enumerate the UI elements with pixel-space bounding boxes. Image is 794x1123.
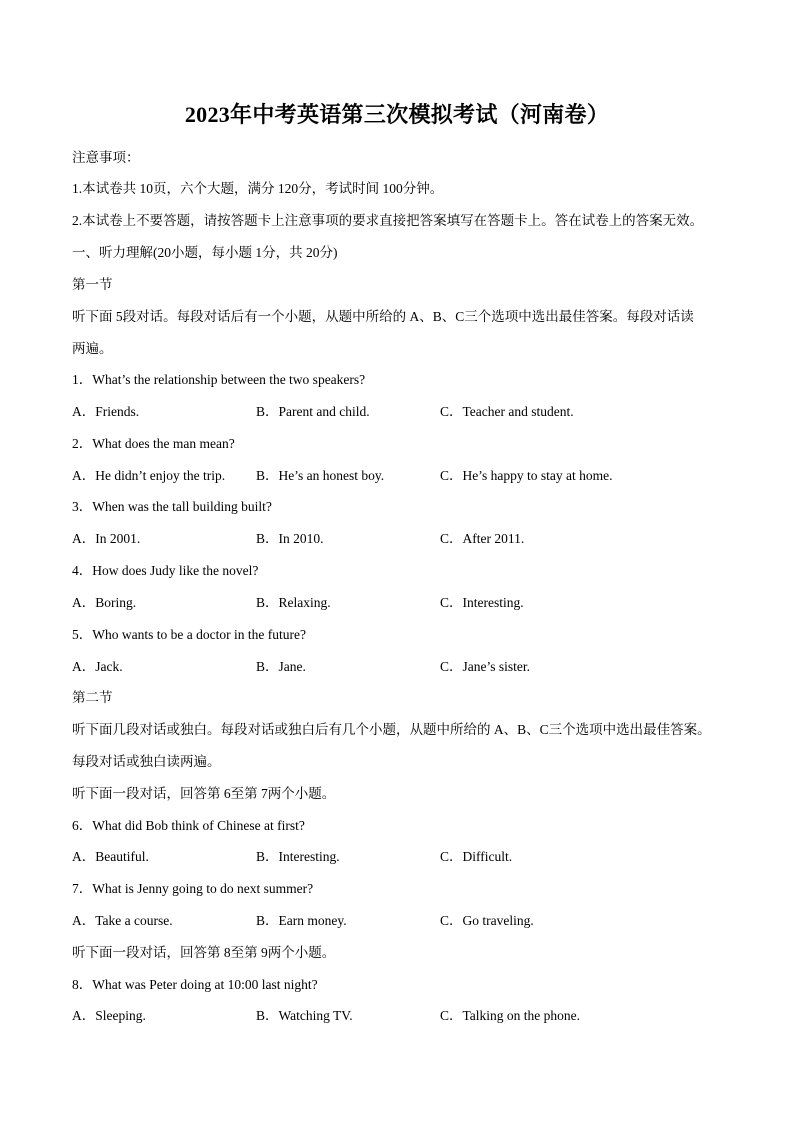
option-a: A．Boring. [72,595,137,610]
question-stem: 6．What did Bob think of Chinese at first? [72,818,305,833]
option-b: B．Interesting. [256,849,340,864]
option-a: A．Take a course. [72,913,173,928]
question-stem: 7．What is Jenny going to do next summer? [72,881,314,896]
question-stem: 5．Who wants to be a doctor in the future? [72,627,306,642]
option-a: A．In 2001. [72,531,141,546]
option-b: B．Jane. [256,659,306,674]
option-c: C．Interesting. [440,595,524,610]
option-b: B．Earn money. [256,913,347,928]
question-stem: 1．What’s the relationship between the two speakers? [72,372,366,387]
part-label: 第一节 [72,277,113,292]
group-instruction: 听下面一段对话，回答第 6至第 7两个小题。 [72,786,336,801]
option-c: C．Difficult. [440,849,513,864]
question-stem: 2．What does the man mean? [72,436,235,451]
option-c: C．Jane’s sister. [440,659,530,674]
option-a: A．Friends. [72,404,140,419]
option-c: C．After 2011. [440,531,525,546]
notice-item: 2.本试卷上不要答题，请按答题卡上注意事项的要求直接把答案填写在答题卡上。答在试卷上的答案无效。 [72,213,704,228]
notice-heading: 注意事项： [72,150,140,165]
part-instruction: 两遍。 [72,341,113,356]
question-stem: 4．How does Judy like the novel? [72,563,259,578]
page-title: 2023年中考英语第三次模拟考试（河南卷） [184,102,610,127]
option-a: A．Jack. [72,659,123,674]
question-stem: 3．When was the tall building built? [72,499,272,514]
option-c: C．Teacher and student. [440,404,574,419]
section-heading: 一、听力理解(20小题，每小题 1分，共 20分) [72,245,338,260]
group-instruction: 听下面一段对话，回答第 8至第 9两个小题。 [72,945,336,960]
option-a: A．He didn’t enjoy the trip. [72,468,226,483]
option-b: B．Watching TV. [256,1008,353,1023]
part-label: 第二节 [72,690,113,705]
option-b: B．In 2010. [256,531,324,546]
option-c: C．Talking on the phone. [440,1008,581,1023]
option-a: A．Beautiful. [72,849,149,864]
part-instruction: 听下面 5段对话。每段对话后有一个小题，从题中所给的 A、B、C三个选项中选出最佳答案。每段对话读 [72,309,694,324]
notice-item: 1.本试卷共 10页，六个大题，满分 120分，考试时间 100分钟。 [72,181,444,196]
part-instruction: 每段对话或独白读两遍。 [72,754,221,769]
option-b: B．He’s an honest boy. [256,468,385,483]
option-c: C．Go traveling. [440,913,534,928]
option-a: A．Sleeping. [72,1008,146,1023]
option-b: B．Relaxing. [256,595,331,610]
question-stem: 8．What was Peter doing at 10:00 last night? [72,977,318,992]
part-instruction: 听下面几段对话或独白。每段对话或独白后有几个小题，从题中所给的 A、B、C三个选项中选出最佳答案。 [72,722,711,737]
option-c: C．He’s happy to stay at home. [440,468,613,483]
option-b: B．Parent and child. [256,404,370,419]
